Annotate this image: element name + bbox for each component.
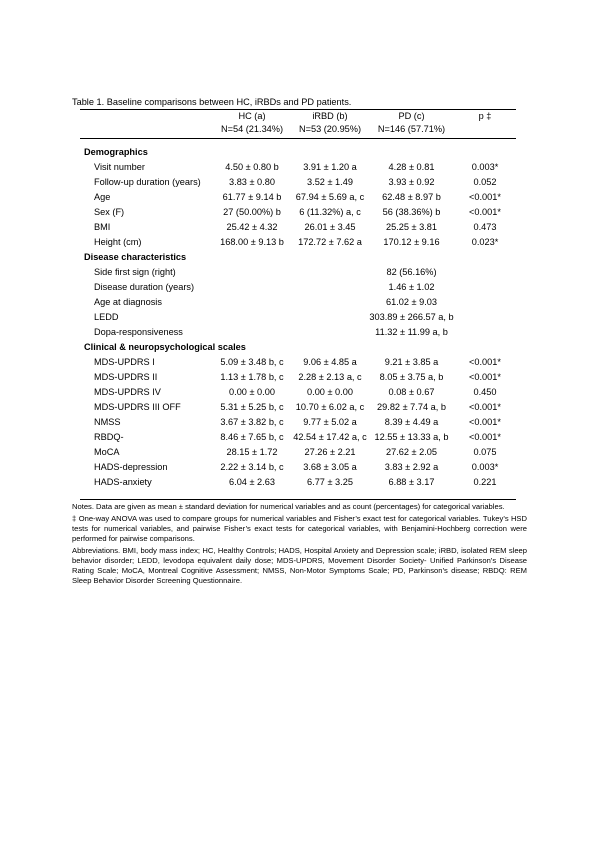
- row-label: Disease duration (years): [94, 281, 195, 292]
- hc-value: 3.67 ± 3.82 b, c: [220, 416, 284, 427]
- hc-value: 8.46 ± 7.65 b, c: [220, 431, 284, 442]
- p-value: 0.450: [473, 386, 497, 397]
- irbd-value: 10.70 ± 6.02 a, c: [295, 401, 365, 412]
- irbd-value: 172.72 ± 7.62 a: [298, 236, 362, 247]
- note-statistics: ‡ One-way ANOVA was used to compare groups for numerical variables and Fisher’s exact test for categorical variables. Tukey’s HSD tests for numerical variables, and pairwise Fisher’s exact tests for categorical variables, with Benjamini-Hochberg correction were performed for pairwise comparisons.: [72, 514, 527, 543]
- row-label: LEDD: [94, 311, 119, 322]
- header-p-label: p ‡: [478, 111, 492, 121]
- irbd-value: 6 (11.32%) a, c: [299, 206, 361, 217]
- row-label: Visit number: [94, 161, 145, 172]
- table-row: [80, 309, 516, 324]
- hc-value: 28.15 ± 1.72: [226, 446, 278, 457]
- irbd-value: 0.00 ± 0.00: [307, 386, 353, 397]
- p-value: <0.001*: [469, 401, 501, 412]
- hc-value: 3.83 ± 0.80: [229, 176, 275, 187]
- irbd-value: 42.54 ± 17.42 a, c: [293, 431, 367, 442]
- table-bottom-rule: [80, 499, 516, 500]
- pd-value: 6.88 ± 3.17: [388, 476, 435, 487]
- section-title-disease: Disease characteristics: [84, 251, 187, 262]
- baseline-table: [80, 110, 516, 489]
- pd-value: 8.39 ± 4.49 a: [384, 416, 439, 427]
- pd-value: 12.55 ± 13.33 a, b: [374, 431, 449, 442]
- table-row: [80, 279, 516, 294]
- row-label: MDS-UPDRS II: [94, 371, 158, 382]
- table-row: [80, 399, 516, 414]
- pd-value: 25.25 ± 3.81: [385, 221, 438, 232]
- header-pd-name: PD (c): [398, 111, 425, 121]
- irbd-value: 27.26 ± 2.21: [304, 446, 356, 457]
- p-value: <0.001*: [469, 356, 501, 367]
- row-label: HADS-depression: [94, 461, 168, 472]
- table-row: [80, 264, 516, 279]
- irbd-value: 3.91 ± 1.20 a: [303, 161, 357, 172]
- header-blank: [80, 110, 213, 123]
- pd-value: 27.62 ± 2.05: [385, 446, 438, 457]
- p-value: <0.001*: [469, 416, 501, 427]
- pd-value: 1.46 ± 1.02: [388, 281, 435, 292]
- table-row: [80, 444, 516, 459]
- table-row: [80, 159, 516, 174]
- hc-value: 27 (50.00%) b: [223, 206, 281, 217]
- p-value: <0.001*: [469, 206, 501, 217]
- pd-value: 0.08 ± 0.67: [388, 386, 435, 397]
- p-value: 0.003*: [471, 461, 499, 472]
- p-value: 0.473: [473, 221, 497, 232]
- pd-value: 11.32 ± 11.99 a, b: [375, 326, 448, 337]
- table-row: [80, 414, 516, 429]
- hc-value: 0.00 ± 0.00: [229, 386, 275, 397]
- table-row: [80, 474, 516, 489]
- table-row: [80, 204, 516, 219]
- row-label: MDS-UPDRS IV: [94, 386, 161, 397]
- pd-value: 82 (56.16%): [386, 266, 437, 277]
- table-row: [80, 174, 516, 189]
- header-blank: [454, 123, 516, 136]
- row-label: Sex (F): [94, 206, 125, 217]
- hc-value: 2.22 ± 3.14 b, c: [220, 461, 284, 472]
- table-row: [80, 384, 516, 399]
- header-pd-n: N=146 (57.71%): [377, 124, 446, 134]
- note-abbreviations: Abbreviations. BMI, body mass index; HC, Healthy Controls; HADS, Hospital Anxiety and Depression scale; iRBD, isolated REM sleep behavior disorder; LEDD, levodopa equivalent daily dose; MDS-UPDRS, Movement Disorder Society- Unified Parkinson’s Disease Rating Scale; MoCA, Montreal Cognitive Assessment; NMSS, Non-Motor Symptoms Scale; PD, Parkinson’s disease; RBDQ: REM Sleep Behavior Disorder Screening Questionnaire.: [72, 546, 527, 585]
- table-row: [80, 354, 516, 369]
- irbd-value: 2.28 ± 2.13 a, c: [298, 371, 362, 382]
- p-value: <0.001*: [469, 191, 501, 202]
- row-label: Dopa-responsiveness: [94, 326, 183, 337]
- hc-value: 5.31 ± 5.25 b, c: [220, 401, 284, 412]
- header-irbd-n: N=53 (20.95%): [298, 124, 362, 134]
- p-value: 0.052: [473, 176, 497, 187]
- p-value: 0.023*: [471, 236, 499, 247]
- table-row: [80, 459, 516, 474]
- pd-value: 4.28 ± 0.81: [388, 161, 435, 172]
- row-label: MDS-UPDRS III OFF: [94, 401, 181, 412]
- note-data-format: Notes. Data are given as mean ± standard deviation for numerical variables and as count (percentages) for categorical variables.: [72, 502, 505, 511]
- header-hc-name: HC (a): [238, 111, 266, 121]
- hc-value: 61.77 ± 9.14 b: [222, 191, 282, 202]
- row-label: MoCA: [94, 446, 120, 457]
- pd-value: 56 (38.36%) b: [382, 206, 441, 217]
- header-blank: [80, 123, 213, 136]
- table-row: [80, 219, 516, 234]
- p-value: <0.001*: [469, 431, 501, 442]
- hc-value: 1.13 ± 1.78 b, c: [220, 371, 284, 382]
- p-value: 0.003*: [471, 161, 499, 172]
- pd-value: 9.21 ± 3.85 a: [384, 356, 439, 367]
- row-label: HADS-anxiety: [94, 476, 152, 487]
- irbd-value: 67.94 ± 5.69 a, c: [295, 191, 365, 202]
- irbd-value: 9.77 ± 5.02 a: [303, 416, 357, 427]
- pd-value: 61.02 ± 9.03: [385, 296, 438, 307]
- p-value: 0.221: [473, 476, 497, 487]
- irbd-value: 9.06 ± 4.85 a: [303, 356, 357, 367]
- row-label: BMI: [94, 221, 111, 232]
- irbd-value: 3.68 ± 3.05 a: [303, 461, 357, 472]
- row-label: Side first sign (right): [94, 266, 176, 277]
- row-label: NMSS: [94, 416, 121, 427]
- p-value: 0.075: [473, 446, 497, 457]
- irbd-value: 26.01 ± 3.45: [304, 221, 356, 232]
- pd-value: 3.93 ± 0.92: [388, 176, 435, 187]
- header-irbd-name: iRBD (b): [312, 111, 348, 121]
- header-hc-n: N=54 (21.34%): [220, 124, 284, 134]
- table-row: [80, 369, 516, 384]
- section-title-demographics: Demographics: [84, 146, 148, 157]
- row-label: Age at diagnosis: [94, 296, 162, 307]
- row-label: Follow-up duration (years): [94, 176, 201, 187]
- pd-value: 62.48 ± 8.97 b: [382, 191, 441, 202]
- pd-value: 29.82 ± 7.74 a, b: [377, 401, 446, 412]
- hc-value: 5.09 ± 3.48 b, c: [220, 356, 284, 367]
- section-title-clinical: Clinical & neuropsychological scales: [84, 341, 246, 352]
- p-value: <0.001*: [469, 371, 501, 382]
- row-label: Age: [94, 191, 111, 202]
- table-row: [80, 324, 516, 339]
- row-label: RBDQ-: [94, 431, 124, 442]
- table-row: [80, 294, 516, 309]
- pd-value: 303.89 ± 266.57 a, b: [369, 311, 454, 322]
- irbd-value: 3.52 ± 1.49: [307, 176, 353, 187]
- pd-value: 3.83 ± 2.92 a: [384, 461, 439, 472]
- table-notes: [72, 502, 527, 588]
- hc-value: 6.04 ± 2.63: [229, 476, 275, 487]
- table-caption: Table 1. Baseline comparisons between HC, iRBDs and PD patients.: [72, 97, 352, 107]
- hc-value: 168.00 ± 9.13 b: [220, 236, 284, 247]
- pd-value: 8.05 ± 3.75 a, b: [379, 371, 444, 382]
- table-row: [80, 189, 516, 204]
- irbd-value: 6.77 ± 3.25: [307, 476, 353, 487]
- pd-value: 170.12 ± 9.16: [383, 236, 440, 247]
- table-row: [80, 234, 516, 249]
- hc-value: 4.50 ± 0.80 b: [225, 161, 279, 172]
- row-label: MDS-UPDRS I: [94, 356, 155, 367]
- hc-value: 25.42 ± 4.32: [226, 221, 278, 232]
- row-label: Height (cm): [94, 236, 142, 247]
- table-row: [80, 429, 516, 444]
